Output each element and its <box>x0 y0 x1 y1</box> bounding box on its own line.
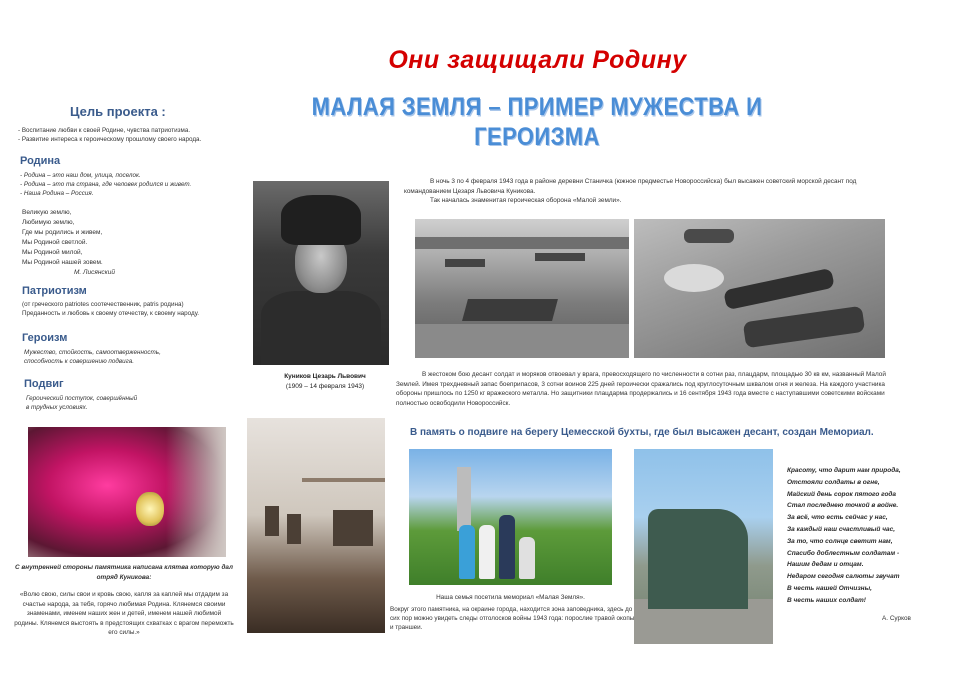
poem2-line: Стал последнею точкой в войне. <box>787 502 899 510</box>
portrait-caption <box>270 372 380 392</box>
oath-caption: С внутренней стороны памятника написана клятва которую дал отряд Куникова: <box>15 564 233 581</box>
goal-heading: Цель проекта : <box>70 104 166 119</box>
oath-text: «Волю свою, силы свои и кровь свою, капля за каплей мы отдадим за счастье народа, за тебя, горячо любимая Родина. Клянемся своими знаменами, именем наших жен и детей, именем нашей любимой родины. Клянемся выстоять в предстоящих схватках с врагом переможть его силы.» <box>14 591 234 636</box>
surkov-poem <box>787 465 947 607</box>
landing-paragraph: Так началась знаменитая героическая оборона «Малой земли». <box>430 197 622 204</box>
goal-list <box>18 126 258 144</box>
poem2-line: За всё, что есть сейчас у нас, <box>787 514 888 522</box>
photo-boat-shape <box>462 299 558 321</box>
goal-line: - Развитие интереса к героическому прошлому своего народа. <box>18 136 202 143</box>
photo-monument-shape <box>457 467 471 531</box>
photo-person-shape <box>479 525 495 579</box>
poem-line: Великую землю, <box>22 209 72 216</box>
photo-soldier-shape <box>684 229 734 243</box>
poem2-line: Недаром сегодня салюты звучат <box>787 573 900 581</box>
landing-boats-photo <box>415 219 629 358</box>
rodina-list <box>20 171 260 198</box>
photo-sculpture-shape <box>648 509 748 609</box>
oath-wall-photo <box>28 427 226 557</box>
photo-soldier-shape <box>723 268 835 310</box>
patriotism-line: Преданность и любовь к своему отечеству, к своему народу. <box>22 310 199 317</box>
patriotism-line: (от греческого patriotes соотечественник, patris родина) <box>22 301 184 308</box>
memorial-sculpture-photo <box>634 449 773 644</box>
poster-subtitle: МАЛАЯ ЗЕМЛЯ – ПРИМЕР МУЖЕСТВА И ГЕРОИЗМА <box>311 92 763 151</box>
landing-paragraph: В ночь 3 по 4 февраля 1943 года в районе деревни Станичка (южное предместье Новороссийска) был высажен советский морской десант под командованием Цезаря Львовича Куникова. <box>404 178 857 195</box>
heroism-line: Мужество, стойкость, самоотверженность, <box>24 349 161 356</box>
poem2-line: Отстояли солдаты в огне, <box>787 478 880 486</box>
poem-line: Где мы родились и живем, <box>22 229 103 236</box>
poem2-line: В честь нашей Отчизны, <box>787 584 872 592</box>
poster-title: Они защищали Родину <box>388 46 687 74</box>
photo-water-shape <box>415 324 629 358</box>
poem2-line: За то, что солнце светит нам, <box>787 537 893 545</box>
rodina-heading: Родина <box>20 155 61 167</box>
soldiers-attack-photo <box>634 219 885 358</box>
portrait-dates: (1909 – 14 февраля 1943) <box>285 383 365 390</box>
goal-line: - Воспитание любви к своей Родине, чувства патриотизма. <box>18 127 191 134</box>
feat-line: Героический поступок, совершённый <box>26 395 138 402</box>
feat-text <box>26 394 226 412</box>
photo-person-shape <box>519 537 535 579</box>
photo-rock-shape <box>664 264 724 292</box>
poem2-line: Нашим дедам и отцам. <box>787 561 864 569</box>
heroism-line: способность к совершению подвига. <box>24 358 134 365</box>
portrait-hat-shape <box>281 195 361 245</box>
patriotism-heading: Патриотизм <box>22 285 87 297</box>
photo-boat-shape <box>535 253 585 261</box>
photo-frame-shape <box>333 510 373 546</box>
photo-soldier-shape <box>743 306 865 348</box>
poem2-line: В честь наших солдат! <box>787 596 866 604</box>
photo-wall-shape <box>166 427 226 557</box>
heroism-text <box>24 348 244 366</box>
heroism-heading: Героизм <box>22 332 68 344</box>
poem-line: Любимую землю, <box>22 219 75 226</box>
patriotism-text <box>22 300 262 318</box>
feat-heading: Подвиг <box>24 378 64 390</box>
museum-interior-photo <box>247 418 385 633</box>
memorial-heading: В память о подвиге на берегу Цемесской бухты, где был высажен десант, создан Мемориал. <box>410 427 874 438</box>
photo-frame-shape <box>265 506 279 536</box>
rodina-line: - Родина – это та страна, где человек родился и живет. <box>20 181 192 188</box>
landing-text <box>404 177 874 206</box>
photo-person-shape <box>499 515 515 579</box>
photo-frame-shape <box>287 514 301 544</box>
poem2-line: За каждый наш счастливый час, <box>787 525 896 533</box>
poem-line: Мы Родиной нашей зовем. <box>22 259 103 266</box>
poem2-line: Спасибо доблестным солдатам - <box>787 549 900 557</box>
feat-line: в трудных условиях. <box>26 404 88 411</box>
photo-boat-shape <box>445 259 485 267</box>
kunikov-portrait-photo <box>253 181 389 365</box>
portrait-coat-shape <box>261 291 381 365</box>
photo-shore-shape <box>415 237 629 249</box>
photo-rail-shape <box>302 478 385 482</box>
poem-author: М. Лисянский <box>74 269 115 276</box>
portrait-name: Куников Цезарь Львович <box>284 373 366 380</box>
family-memorial-photo <box>409 449 612 585</box>
poem2-line: Красоту, что дарит нам природа, <box>787 467 901 474</box>
family-caption: Наша семья посетила мемориал «Малая Земля». <box>436 594 585 601</box>
photo-person-shape <box>459 525 475 579</box>
poem2-line: Майский день сорок пятого года <box>787 490 897 498</box>
surkov-poem-author: А. Сурков <box>882 615 911 622</box>
poem-line: Мы Родиной милой, <box>22 249 83 256</box>
poem-line: Мы Родиной светлой. <box>22 239 88 246</box>
battle-text: В жестоком бою десант солдат и моряков отвоевал у врага, превосходящего по численности в сотни раз, плацдарм, площадью 30 кв км, названный Малой Землей. Имея трехдневный запас боеприпасов, 3 сотни воинов 225 дней героически сражались под круглосуточным шквалом огня и железа. На каждого участника обороны пришлось по 1250 кг вражеского металла. Но защитники плацдарма продержались и 16 сентября 1943 года вместе с наступавшими советскими войсками полностью освободили Новороссийск. <box>396 371 886 407</box>
photo-medal-shape <box>136 492 164 526</box>
rodina-line: - Родина – это наш дом, улица, поселок. <box>20 172 141 179</box>
family-text: Вокруг этого памятника, на окраине города, находится зона заповедника, здесь до сих пор можно увидеть следы отголосков войны 1943 года: порослие травой окопы и траншеи. <box>390 606 635 631</box>
rodina-line: - Наша Родина – Россия. <box>20 190 94 197</box>
rodina-poem <box>22 208 222 278</box>
